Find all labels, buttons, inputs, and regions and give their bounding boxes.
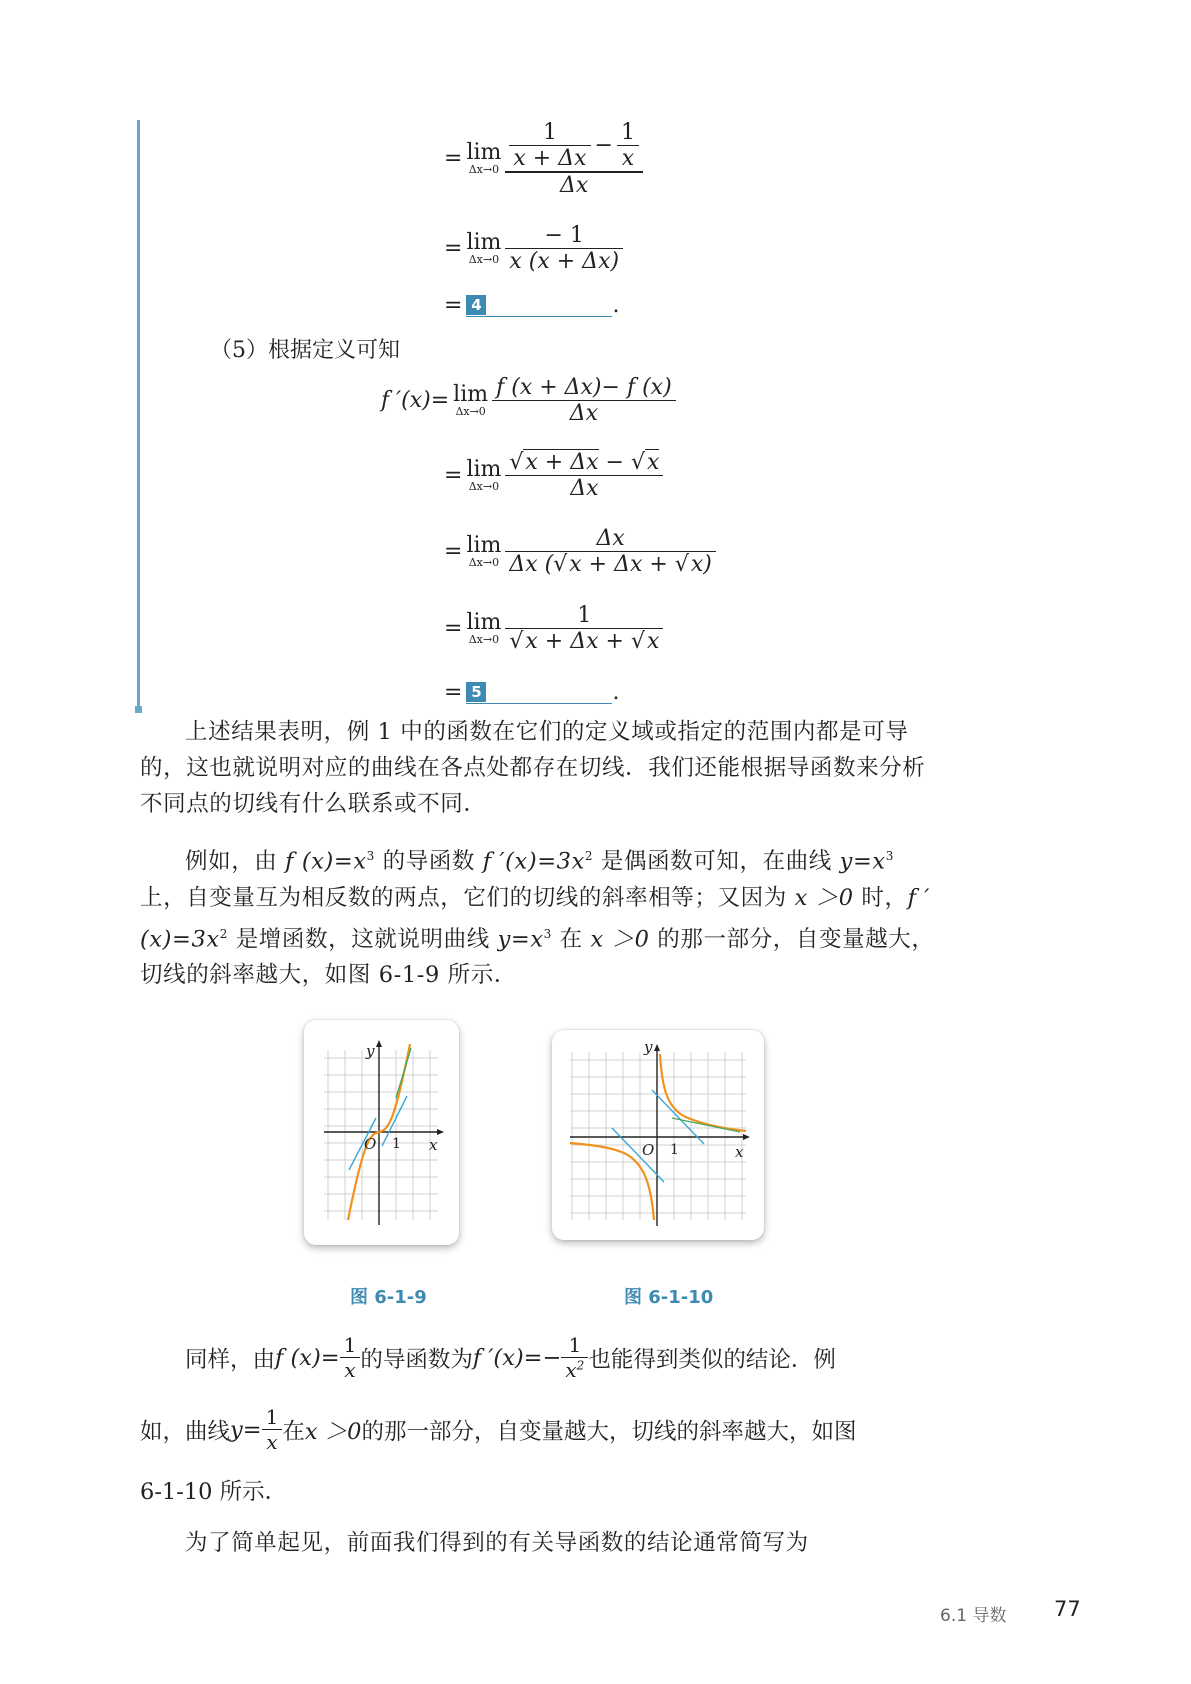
reciprocal-curve-right (660, 1054, 746, 1131)
origin-label: O (642, 1141, 655, 1159)
axis-label-x: x (429, 1136, 438, 1154)
axis-label-x: x (735, 1143, 744, 1161)
origin-label: O (364, 1135, 377, 1153)
margin-rule-end (135, 706, 142, 713)
tangent-line (672, 1118, 740, 1132)
tangent-line (612, 1128, 664, 1182)
paragraph-example-cubic: 例如，由 f $(x)=x^3$ 的导函数 f $'(x)=3x^2$ 是偶函数可知，在曲线 $y=x^3$上，自变量互为相反数的两点，它们的切线的斜率相等；又因为 x ＞0 时，f $'(x)=3x^2$ 是增函数，这就说明曲线 $y=x^3$ 在 x ＞0 的那一部分，自变量越大，切线的斜率越大，如图 6-1-9 所示． (140, 848, 935, 988)
step5-line1: f ′(x) = lim Δx→0 $\frac{f (x + \Delta x)- f (x)}{\Delta x}$ (381, 375, 676, 426)
step5-line2: = lim Δx→0 $\frac{√x + \Delta x - √x}{\Delta x}$ (444, 450, 663, 501)
tangent-line (396, 1048, 411, 1098)
step5-line3: = lim Δx→0 $\frac{\Delta x}{\Delta x (√x + \Delta x + √x)}$ (444, 526, 716, 577)
paragraph-summary: 为了简单起见，前面我们得到的有关导函数的结论通常简写为 (185, 1530, 809, 1556)
step4-line1: = lim Δx→0 $\frac{1}{x + \Delta x}$ − $\frac{1}{x}$ Δx (444, 120, 643, 198)
tick-label: 1 (670, 1142, 679, 1158)
running-footer-section: 6.1 导数 (940, 1606, 1007, 1626)
blank-badge: 5 (466, 682, 486, 702)
figure-6-1-9 (304, 1020, 459, 1245)
page-number: 77 (1054, 1597, 1081, 1621)
reciprocal-graph (552, 1030, 764, 1240)
tangent-line (652, 1090, 704, 1144)
paragraph-reciprocal-line3: 6-1-10 所示． (140, 1479, 288, 1505)
blank-badge: 4 (466, 295, 486, 315)
step5-answer-line: = 5 . (444, 680, 620, 705)
step4-line2: = lim Δx→0 $\frac{- 1}{x (x + \Delta x)}$ (444, 223, 623, 274)
axis-label-y: y (366, 1042, 375, 1060)
tick-label: 1 (392, 1136, 401, 1152)
paragraph-result: 上述结果表明，例 1 中的函数在它们的定义域或指定的范围内都是可导的，这也就说明对应的曲线在各点处都存在切线．我们还能根据导函数来分析不同点的切线有什么联系或不同． (140, 719, 926, 817)
figure-caption-6-1-10: 图 6-1-10 (624, 1287, 714, 1308)
cubic-graph (304, 1020, 459, 1245)
paragraph-reciprocal-line1: 同样，由 f (x)= $\frac{1}{x}$ 的导函数为 f ′(x)=− $\frac{1}{x^2}$ 也能得到类似的结论．例 (185, 1333, 836, 1383)
paragraph-reciprocal-line2: 如，曲线 y= $\frac{1}{x}$ 在 x ＞0 的那一部分，自变量越大，切线的斜率越大，如图 (140, 1405, 857, 1455)
axis-label-y: y (644, 1038, 653, 1056)
step5-intro: （5）根据定义可知 (210, 338, 400, 363)
step5-line4: = lim Δx→0 $\frac{1}{√x + \Delta x + √x}$ (444, 603, 663, 654)
answer-blank-4[interactable] (466, 294, 612, 317)
answer-blank-5[interactable] (466, 681, 612, 704)
step4-answer-line: = 4 . (444, 293, 620, 318)
figure-caption-6-1-9: 图 6-1-9 (350, 1287, 427, 1308)
margin-rule (137, 120, 140, 710)
figure-6-1-10 (552, 1030, 764, 1240)
